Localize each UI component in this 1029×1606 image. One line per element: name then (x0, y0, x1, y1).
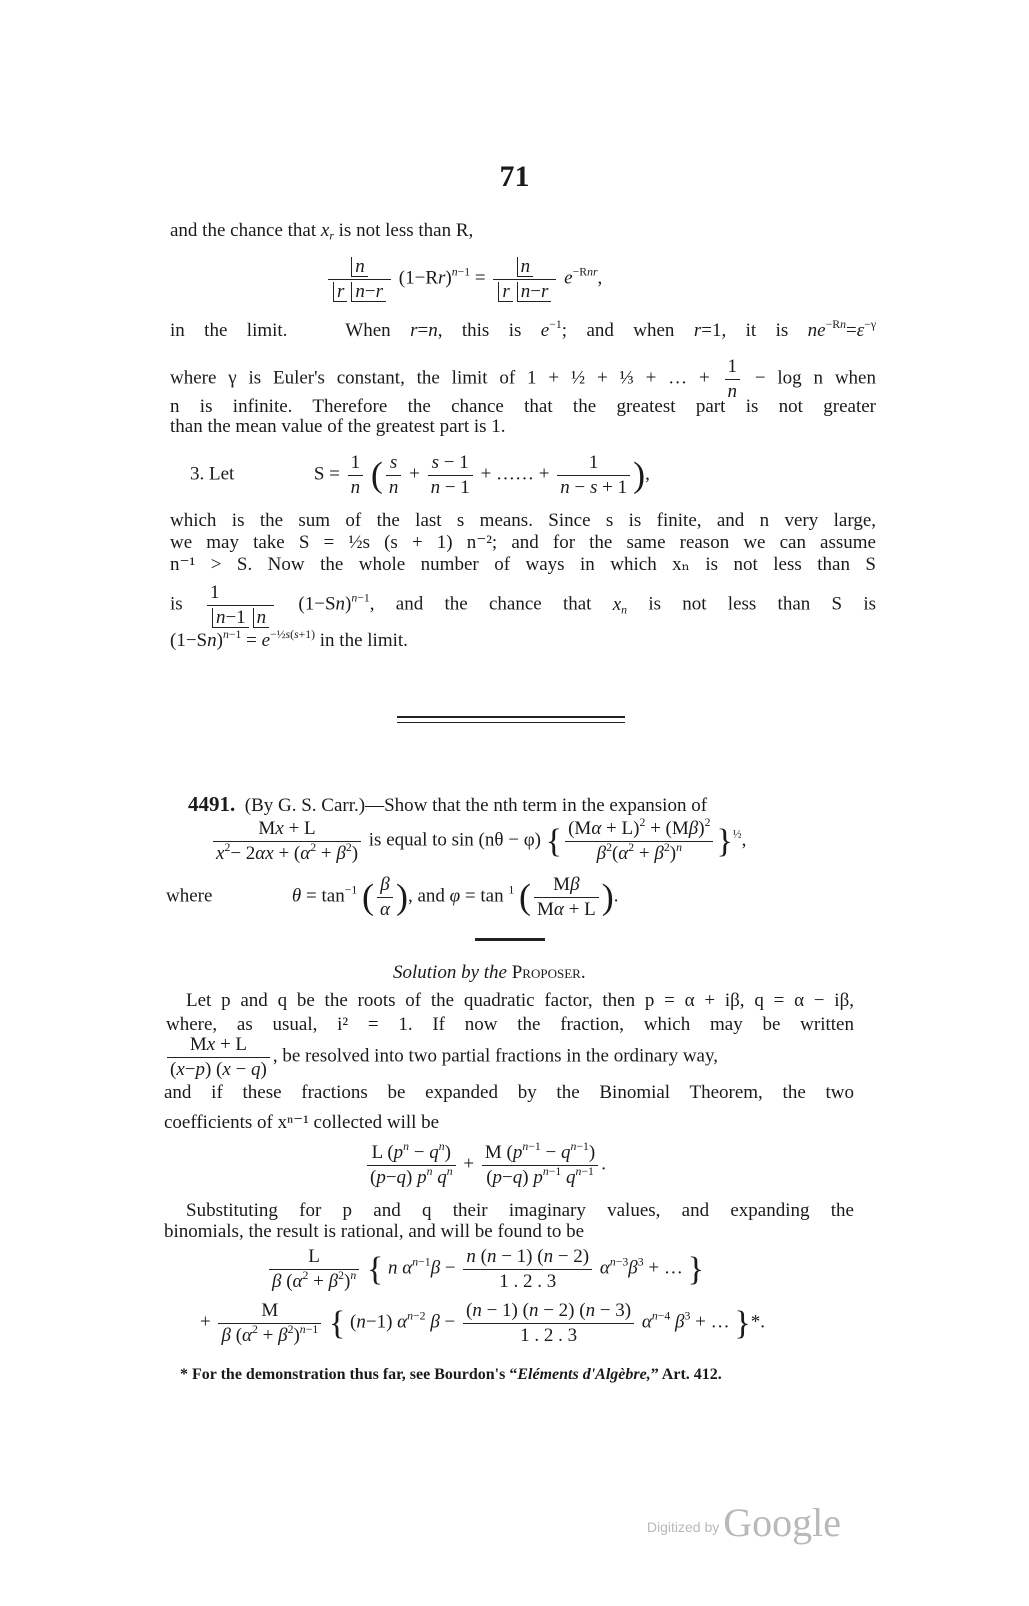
footnote: * For the demonstration thus far, see Bourdon's “Eléments d'Algèbre,” Art. 412. (180, 1366, 722, 1383)
digitized-watermark (647, 1500, 841, 1546)
item-label: 3. Let (190, 463, 235, 485)
question-author: (By G. S. Carr.) (244, 795, 366, 816)
separator-rule (397, 716, 625, 718)
short-rule (475, 938, 545, 941)
paragraph-line: $(1-Sn)^{n-1} = e^{-\frac{1}{2}s(s+1)}$ in the limit. (170, 627, 408, 651)
paragraph-line: and if these fractions be expanded by the Binomial Theorem, the two (164, 1082, 854, 1103)
equation-factorial-ratio: $\frac{n}{\text{r n−r}}$ $(1-Rr)^{n-1}$ = $\frac{n}{\text{r n−r}}$ $e^{-Rnr}$, (325, 256, 602, 303)
solution-heading: Solution by the Proposer. (393, 962, 586, 983)
page-number: 71 (499, 160, 530, 193)
paragraph-line: we may take S = ½s (s + 1) n⁻²; and for the same reason we can assume (170, 532, 876, 553)
watermark-brand: Google (723, 1500, 841, 1545)
separator-rule (397, 722, 625, 723)
equation-theta-phi: where $\theta = \tan^{-1}$ ( $\frac{\beta}{\alpha}$ ), and φ = tan $^1$ ( $\frac{M\beta}{M\alpha + L}$ ). (166, 874, 619, 920)
paragraph-line: which is the sum of the last s means. Since s is finite, and n very large, (170, 510, 876, 531)
paragraph-line: in the limit. When r=n, this is $e^{-1}$; and when r=1, it is $ne^{-Rn}=\varepsilon^{-\gamma}$ (170, 317, 877, 341)
question-heading (188, 792, 856, 817)
equation-coefficients: $\frac{L (p^n - q^n)}{(p-q) p^n q^n}$ + $\frac{M (p^{n-1} - q^{n-1})}{(p-q) p^{n-1} q^{n-1}}$ . (364, 1142, 606, 1189)
paragraph-line: where, as usual, i² = 1. If now the fraction, which may be written (166, 1014, 854, 1035)
paragraph-line: where γ is Euler's constant, the limit of 1 + ½ + ⅓ + … + $\frac{1}{n}$ − log n when (170, 356, 876, 402)
paragraph-line: coefficients of xⁿ⁻¹ collected will be (164, 1112, 440, 1133)
question-number: 4491. (188, 792, 236, 816)
equation-question: $\frac{Mx + L}{x^2- 2\alpha x + (\alpha^2 + \beta^2)}$ is equal to sin (nθ − φ) { $\frac{(M\alpha + L)^2 + (M\beta)^2}{\beta^2(\alpha^2 + \beta^2)^n}$ }$^{\frac{1}{2}}$, (210, 818, 746, 865)
paragraph-line: Substituting for p and q their imaginary values, and expanding the (186, 1200, 854, 1221)
watermark-prefix: Digitized by (646, 1519, 720, 1535)
paragraph-line: $\frac{Mx + L}{(x-p) (x - q)}$ , be resolved into two partial fractions in the ordinary way, (164, 1034, 854, 1081)
text: and the chance that (170, 220, 317, 241)
paragraph-line: is $\frac{1}{n-1 n}$ $(1-Sn)^{n-1}$, and the chance that $x_n$ is not less than S is (170, 582, 877, 628)
text: —Show that the nth term in the expansion of (365, 795, 708, 816)
paragraph-line: than the mean value of the greatest part is 1. (170, 416, 506, 437)
paragraph-line: and the chance that $x_r$ is not less than R, (170, 220, 474, 243)
paragraph-line: Let p and q be the roots of the quadratic factor, then p = α + iβ, q = α − iβ, (186, 990, 854, 1011)
equation-result-1: $\frac{L}{\beta (\alpha^2 + \beta^2)^n}$ { n $\alpha^{n-1}\beta$ − $\frac{n (n - 1) (n - 2)}{1 . 2 . 3}$ $\alpha^{n-3}\beta^3$ + … } (266, 1246, 704, 1293)
paragraph-line: n⁻¹ > S. Now the whole number of ways in which xₙ is not less than S (170, 554, 876, 575)
equation-result-2: + $\frac{M}{\beta (\alpha^2 + \beta^2)^{n-1}}$ { (n−1) $\alpha^{n-2}$ β − $\frac{(n - 1) (n - 2) (n - 3)}{1 . 2 . 3}$ $\alpha^{n-4}$ $\beta^3$ + … }*. (200, 1300, 765, 1346)
paragraph-line: n is infinite. Therefore the chance that the greatest part is not greater (170, 396, 876, 417)
paragraph-line: binomials, the result is rational, and will be found to be (164, 1221, 585, 1242)
equation-S-definition: 3. Let S = $\frac{1}{n}$ ( $\frac{s}{n}$ + $\frac{s - 1}{n - 1}$ + …… + $\frac{1}{n - s + 1}$ ), (190, 452, 650, 498)
text: is not less than R, (338, 220, 474, 241)
